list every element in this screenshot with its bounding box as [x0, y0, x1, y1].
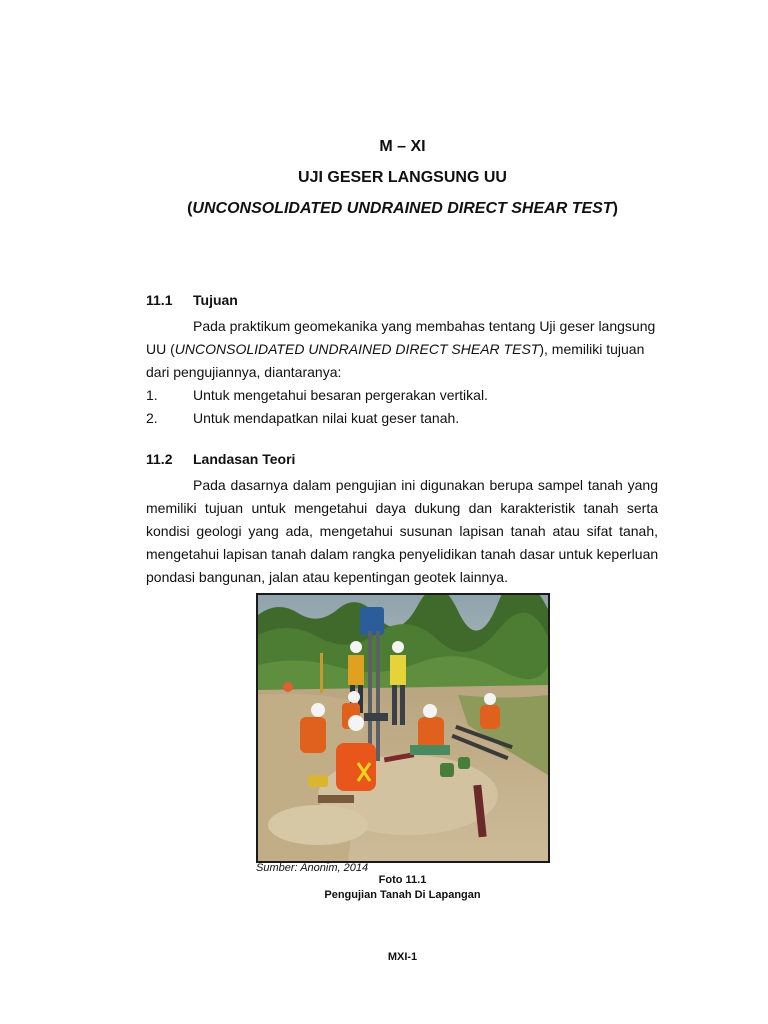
paragraph-line: Pada praktikum geomekanika yang membahas tentang Uji geser langsung	[193, 318, 656, 334]
landasan-paragraph	[146, 474, 658, 589]
page-number: MXI-1	[387, 951, 418, 963]
field-test-photo	[256, 593, 550, 863]
list-item	[146, 384, 488, 407]
figure-caption-title: Pengujian Tanah Di Lapangan	[324, 889, 481, 901]
list-text: Untuk mendapatkan nilai kuat geser tanah.	[193, 410, 460, 426]
chapter-subtitle	[0, 200, 768, 218]
paragraph-line	[146, 338, 658, 361]
figure-source: Sumber: Anonim, 2014	[256, 862, 369, 874]
text-run: ), memiliki tujuan	[539, 341, 645, 357]
figure-caption-number: Foto 11.1	[378, 874, 427, 886]
chapter-code: M – XI	[379, 138, 426, 155]
italic-text-run: UNCONSOLIDATED UNDRAINED DIRECT SHEAR TEST	[174, 341, 540, 357]
chapter-title: UJI GESER LANGSUNG UU	[298, 169, 507, 186]
subtitle-italic: UNCONSOLIDATED UNDRAINED DIRECT SHEAR TEST	[192, 200, 613, 217]
paragraph-line: dari pengujiannya, diantaranya:	[146, 364, 342, 380]
list-number: 1.	[146, 387, 158, 403]
paragraph-line: memiliki tujuan untuk mengetahui daya dukung dan karakteristik tanah serta	[146, 500, 658, 516]
tujuan-paragraph	[146, 315, 658, 384]
subtitle-close-paren: )	[612, 200, 618, 217]
section-title: Tujuan	[193, 292, 238, 308]
text-run: UU (	[146, 341, 175, 357]
list-item	[146, 407, 488, 430]
section-heading-landasan-teori	[146, 451, 295, 467]
paragraph-line: pondasi bangunan, jalan atau kepentingan geotek lainnya.	[146, 569, 508, 585]
list-number: 2.	[146, 410, 158, 426]
section-heading-tujuan	[146, 292, 238, 308]
tujuan-list	[146, 384, 488, 430]
section-number: 11.2	[146, 451, 173, 467]
section-title: Landasan Teori	[193, 451, 296, 467]
paragraph-line: mengetahui lapisan tanah dalam rangka penyelidikan tanah dasar untuk keperluan	[146, 546, 659, 562]
list-text: Untuk mengetahui besaran pergerakan vertikal.	[193, 387, 488, 403]
subtitle-open-paren: (	[187, 200, 193, 217]
paragraph-line: kondisi geologi yang ada, mengetahui susunan lapisan tanah atau sifat tanah,	[146, 523, 658, 539]
section-number: 11.1	[146, 292, 173, 308]
paragraph-line: Pada dasarnya dalam pengujian ini digunakan berupa sampel tanah yang	[193, 477, 658, 493]
